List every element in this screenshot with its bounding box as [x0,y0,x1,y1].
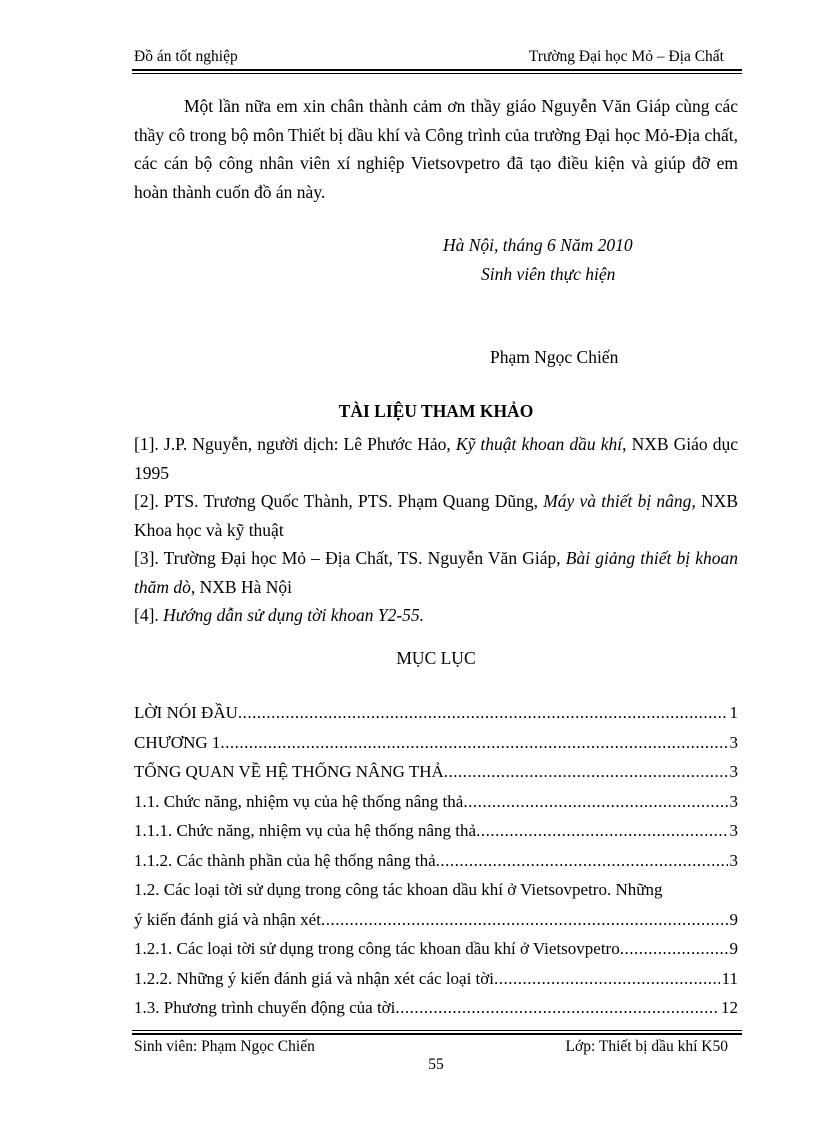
header-rule-thin [132,73,742,74]
reference-item: [3]. Trường Đại học Mỏ – Địa Chất, TS. Nguyễn Văn Giáp, Bài giảng thiết bị khoan thăm dò, NXB Hà Nội [134,548,738,597]
page-header [134,48,742,70]
acknowledgement-paragraph: Một lần nữa em xin chân thành cảm ơn thầy giáo Nguyễn Văn Giáp cùng các thầy cô trong bộ môn Thiết bị dầu khí và Công trình của trường Đại học Mỏ-Địa chất, các cán bộ công nhân viên xí nghiệp Vietsovpetro đã tạo điều kiện và giúp đỡ em hoàn thành cuốn đồ án này. [134,96,738,202]
toc-entry[interactable]: 1.3. Phương trình chuyển động của tời ..... 12 [134,998,738,1028]
header-rule-thick [132,69,742,71]
toc-entry[interactable]: 1.2.2. Những ý kiến đánh giá và nhận xét các loại tời ..... 11 [134,969,738,999]
toc-entry[interactable]: TỔNG QUAN VỀ HỆ THỐNG NÂNG THẢ ..... 3 [134,762,738,792]
references-list [134,430,738,630]
toc-entry[interactable]: CHƯƠNG 1 ..... 3 [134,733,738,763]
footer-rule-thin [132,1030,742,1031]
reference-item: [2]. PTS. Trương Quốc Thành, PTS. Phạm Quang Dũng, Máy và thiết bị nâng, NXB Khoa học và kỹ thuật [134,491,738,540]
signature-date: Hà Nội, tháng 6 Năm 2010 [443,235,633,255]
footer-rule-thick [132,1033,742,1035]
footer-class: Lớp: Thiết bị dầu khí K50 [565,1038,728,1055]
references-title: TÀI LIỆU THAM KHẢO [338,401,534,421]
header-document-type: Đồ án tốt nghiệp [134,48,238,65]
toc-entry[interactable]: 1.1. Chức năng, nhiệm vụ của hệ thống nâng thả ..... 3 [134,792,738,822]
page-number: 55 [428,1056,444,1073]
toc-entry[interactable]: 1.1.2. Các thành phần của hệ thống nâng thả ..... 3 [134,851,738,881]
toc-entry[interactable]: LỜI NÓI ĐẦU ..... 1 [134,703,738,733]
toc-entry[interactable]: 1.2. Các loại tời sử dụng trong công tác khoan dầu khí ở Vietsovpetro. Những ý kiến đánh giá và nhận xét ..... 9 [134,880,738,939]
signature-name: Phạm Ngọc Chiến [490,347,619,367]
reference-item: [1]. J.P. Nguyễn, người dịch: Lê Phước Hảo, Kỹ thuật khoan dầu khí, NXB Giáo dục 1995 [134,434,739,483]
toc-title: MỤC LỤC [396,648,476,668]
table-of-contents [134,703,738,1028]
signature-role: Sinh viên thực hiện [481,264,616,284]
toc-entry[interactable]: 1.2.1. Các loại tời sử dụng trong công tác khoan dầu khí ở Vietsovpetro ..... 9 [134,939,738,969]
footer-student: Sinh viên: Phạm Ngọc Chiến [134,1038,315,1055]
reference-item: [4]. Hướng dẫn sử dụng tời khoan Y2-55. [134,605,425,625]
header-university: Trường Đại học Mỏ – Địa Chất [528,48,724,65]
toc-entry[interactable]: 1.1.1. Chức năng, nhiệm vụ của hệ thống nâng thả ..... 3 [134,821,738,851]
